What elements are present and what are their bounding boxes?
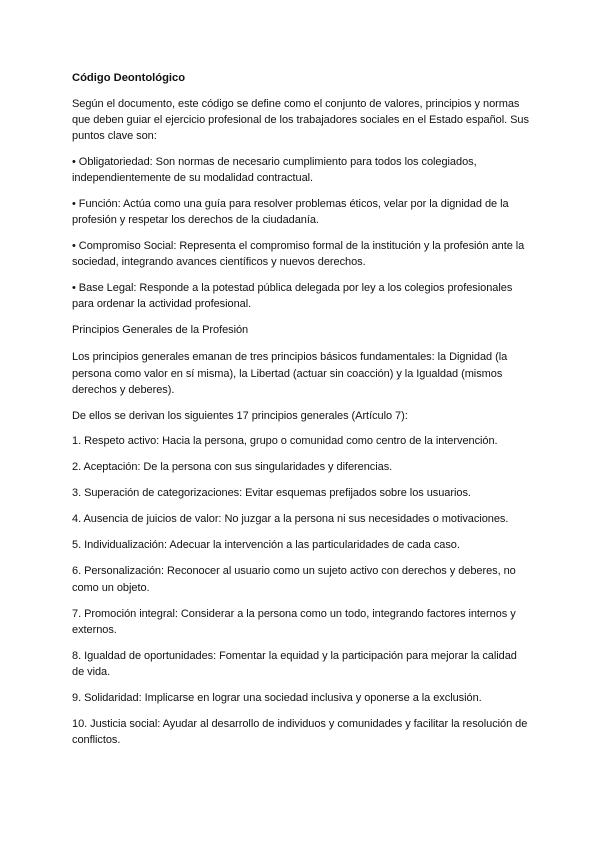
principle-item: 3. Superación de categorizaciones: Evitar esquemas prefijados sobre los usuarios. — [72, 487, 471, 500]
principle-item: 6. Personalización: Reconocer al usuario como un sujeto activo con derechos y deberes, no como un objeto. — [72, 565, 516, 594]
bullet-item: • Compromiso Social: Representa el compromiso formal de la institución y la profesión ante la sociedad, integrando avances científicos y nuevos derechos. — [72, 240, 525, 269]
principle-item: 5. Individualización: Adecuar la intervención a las particularidades de cada caso. — [72, 539, 460, 552]
principle-item: 2. Aceptación: De la persona con sus singularidades y diferencias. — [72, 461, 393, 474]
principles-lead: De ellos se derivan los siguientes 17 principios generales (Artículo 7): — [72, 409, 408, 422]
principle-item: 4. Ausencia de juicios de valor: No juzgar a la persona ni sus necesidades o motivaciones. — [72, 513, 509, 526]
principle-item: 9. Solidaridad: Implicarse en lograr una sociedad inclusiva y oponerse a la exclusión. — [72, 692, 482, 705]
section-heading: Principios Generales de la Profesión — [72, 324, 249, 337]
document-title: Código Deontológico — [72, 72, 186, 84]
bullet-item: • Base Legal: Responde a la potestad pública delegada por ley a los colegios profesionales para ordenar la actividad profesional. — [72, 282, 513, 311]
principle-item: 8. Igualdad de oportunidades: Fomentar la equidad y la participación para mejorar la calidad de vida. — [72, 649, 517, 679]
principles-list — [72, 433, 530, 748]
principle-item: 7. Promoción integral: Considerar a la persona como un todo, integrando factores internos y externos. — [72, 607, 516, 636]
principle-item: 10. Justicia social: Ayudar al desarrollo de individuos y comunidades y facilitar la resolución de conflictos. — [72, 718, 528, 747]
intro-paragraph: Según el documento, este código se define como el conjunto de valores, principios y normas que deben guiar el ejercicio profesional de los trabajadores sociales en el Estado español. Sus puntos clave son: — [72, 98, 529, 143]
section-intro-paragraph: Los principios generales emanan de tres principios básicos fundamentales: la Dignidad (la persona como valor en sí misma), la Libertad (actuar sin coacción) y la Igualdad (mismos derechos y deberes). — [72, 351, 508, 396]
bullet-item: • Obligatoriedad: Son normas de necesario cumplimiento para todos los colegiados, independientemente de su modalidad contractual. — [72, 156, 477, 185]
principle-item: 1. Respeto activo: Hacia la persona, grupo o comunidad como centro de la intervención. — [72, 435, 498, 448]
bullet-item: • Función: Actúa como una guía para resolver problemas éticos, velar por la dignidad de la profesión y respetar los derechos de la ciudadanía. — [72, 198, 509, 227]
